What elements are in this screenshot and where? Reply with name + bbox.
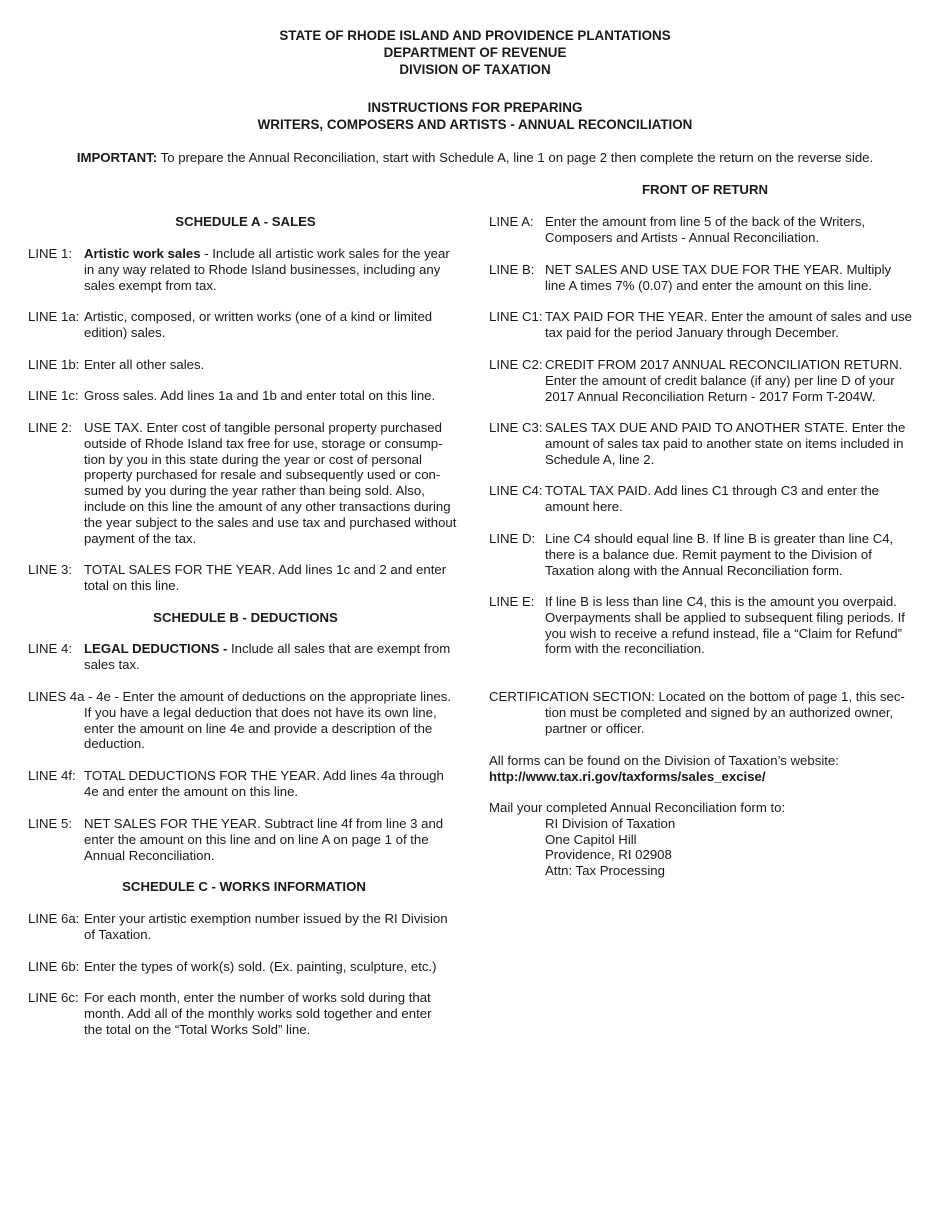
text-line: NET SALES FOR THE YEAR. Subtract line 4f from line 3 and	[84, 816, 444, 831]
text-line: For each month, enter the number of works sold during that	[84, 990, 431, 1005]
text-line: Schedule A, line 2.	[545, 451, 655, 467]
line-4-bold: LEGAL DEDUCTIONS -	[84, 641, 228, 656]
text-line: there is a balance due. Remit payment to the Division of	[545, 546, 872, 562]
line-label: LINE C2:	[489, 357, 543, 372]
line-1-instruction	[28, 246, 450, 293]
text-line: in any way related to Rhode Island businesses, including any	[84, 261, 441, 277]
text-line: you wish to receive a refund instead, file a “Claim for Refund”	[545, 625, 902, 641]
text-line: TAX PAID FOR THE YEAR. Enter the amount of sales and use	[545, 309, 912, 324]
text-line: sales exempt from tax.	[84, 277, 217, 293]
text-line: NET SALES AND USE TAX DUE FOR THE YEAR. Multiply	[545, 262, 892, 277]
line-6c-instruction	[28, 990, 431, 1037]
line-c2-instruction	[489, 357, 902, 404]
agency-header	[0, 27, 950, 78]
title-line-1: INSTRUCTIONS FOR PREPARING	[367, 100, 583, 115]
line-label: LINE 1c:	[28, 388, 79, 403]
line-b-instruction	[489, 262, 891, 294]
text-line: Annual Reconciliation.	[84, 847, 215, 863]
text-line: tax paid for the period January through December.	[545, 324, 839, 340]
text-line: month. Add all of the monthly works sold together and enter	[84, 1005, 432, 1021]
website-text: All forms can be found on the Division of Taxation’s website:	[489, 753, 839, 768]
line-1-bold: Artistic work sales	[84, 246, 201, 261]
line-label: LINE C1:	[489, 309, 543, 324]
text-line: Line C4 should equal line B. If line B is greater than line C4,	[545, 531, 894, 546]
front-of-return-title: FRONT OF RETURN	[641, 182, 768, 197]
text-line: SALES TAX DUE AND PAID TO ANOTHER STATE. Enter the	[545, 420, 906, 435]
line-label: LINE 6b:	[28, 959, 80, 974]
text-line: If line B is less than line C4, this is the amount you overpaid.	[545, 594, 897, 609]
text-line: of Taxation.	[84, 926, 152, 942]
text-line: CERTIFICATION SECTION: Located on the bottom of page 1, this sec-	[489, 689, 905, 704]
line-label: LINE E:	[489, 594, 535, 609]
agency-line-2: DEPARTMENT OF REVENUE	[383, 45, 567, 60]
text-line: tion by you in this state during the year or cost of personal	[84, 451, 422, 467]
line-e-instruction	[489, 594, 905, 657]
line-c4-instruction	[489, 483, 879, 515]
schedule-c-title: SCHEDULE C - WORKS INFORMATION	[122, 879, 366, 894]
important-text: To prepare the Annual Reconciliation, start with Schedule A, line 1 on page 2 then complete the return on the reverse side.	[157, 150, 874, 165]
document-title	[0, 99, 950, 133]
line-label: LINE 4f:	[28, 768, 76, 783]
address-line: One Capitol Hill	[545, 831, 637, 847]
text-line: tion must be completed and signed by an authorized owner,	[545, 704, 894, 720]
text-line: LINES 4a - 4e - Enter the amount of deductions on the appropriate lines.	[28, 689, 451, 704]
line-label: LINE 1:	[28, 246, 72, 261]
text-line: Enter the types of work(s) sold. (Ex. painting, sculpture, etc.)	[84, 959, 437, 974]
line-d-instruction	[489, 531, 893, 578]
line-3-instruction	[28, 562, 446, 594]
line-label: LINE 2:	[28, 420, 72, 435]
important-label: IMPORTANT:	[76, 150, 158, 165]
line-4-instruction	[28, 641, 450, 673]
text-line: include on this line the amount of any other transactions during	[84, 498, 451, 514]
text-line: edition) sales.	[84, 324, 166, 340]
line-label: LINE 5:	[28, 816, 72, 831]
line-c3-instruction	[489, 420, 905, 467]
text-line: TOTAL DEDUCTIONS FOR THE YEAR. Add lines 4a through	[84, 768, 444, 783]
mail-text: Mail your completed Annual Reconciliation form to:	[489, 800, 786, 815]
address-line: RI Division of Taxation	[545, 815, 676, 831]
text-line: Enter the amount of credit balance (if any) per line D of your	[545, 372, 895, 388]
important-note	[0, 150, 950, 166]
mailing-info	[489, 800, 785, 879]
line-label: LINE D:	[489, 531, 536, 546]
line-1-text: - Include all artistic work sales for the year	[200, 246, 450, 261]
schedule-b-title: SCHEDULE B - DEDUCTIONS	[153, 610, 338, 625]
agency-line-3: DIVISION OF TAXATION	[399, 62, 551, 77]
agency-line-1: STATE OF RHODE ISLAND AND PROVIDENCE PLANTATIONS	[279, 28, 671, 43]
text-line: Gross sales. Add lines 1a and 1b and enter total on this line.	[84, 388, 436, 403]
text-line: If you have a legal deduction that does not have its own line,	[84, 704, 437, 720]
line-c1-instruction	[489, 309, 912, 341]
website-link[interactable]: http://www.tax.ri.gov/taxforms/sales_excise/	[489, 768, 766, 784]
text-line: property purchased for resale and subsequently used or con-	[84, 467, 441, 483]
certification-section	[489, 689, 905, 736]
text-line: Overpayments shall be applied to subsequent filing periods. If	[545, 609, 905, 625]
text-line: the total on the “Total Works Sold” line.	[84, 1021, 311, 1037]
line-label: LINE 6a:	[28, 911, 80, 926]
text-line: 4e and enter the amount on this line.	[84, 783, 299, 799]
address-line: Attn: Tax Processing	[545, 863, 665, 879]
line-label: LINE C3:	[489, 420, 543, 435]
text-line: Enter the amount from line 5 of the back of the Writers,	[545, 214, 866, 229]
line-6b-instruction	[28, 959, 437, 975]
text-line: CREDIT FROM 2017 ANNUAL RECONCILIATION RETURN.	[545, 357, 903, 372]
line-1b-instruction	[28, 357, 204, 373]
text-line: TOTAL TAX PAID. Add lines C1 through C3 and enter the	[545, 483, 880, 498]
text-line: Enter all other sales.	[84, 357, 205, 372]
text-line: deduction.	[84, 736, 145, 752]
text-line: payment of the tax.	[84, 530, 197, 546]
lines-4a-4e-instruction	[28, 689, 451, 752]
line-label: LINE C4:	[489, 483, 543, 498]
text-line: amount here.	[545, 498, 623, 514]
text-line: USE TAX. Enter cost of tangible personal property purchased	[84, 420, 442, 435]
title-line-2: WRITERS, COMPOSERS AND ARTISTS - ANNUAL RECONCILIATION	[257, 117, 693, 132]
line-4-text: Include all sales that are exempt from	[227, 641, 451, 656]
line-label: LINE 1b:	[28, 357, 80, 372]
text-line: Taxation along with the Annual Reconciliation form.	[545, 562, 843, 578]
line-label: LINE 1a:	[28, 309, 80, 324]
text-line: enter the amount on line 4e and provide a description of the	[84, 720, 433, 736]
text-line: TOTAL SALES FOR THE YEAR. Add lines 1c and 2 and enter	[84, 562, 447, 577]
line-label: LINE B:	[489, 262, 535, 277]
text-line: outside of Rhode Island tax free for use, storage or consump-	[84, 435, 443, 451]
line-label: LINE 3:	[28, 562, 72, 577]
text-line: the year subject to the sales and use tax and purchased without	[84, 514, 457, 530]
line-a-instruction	[489, 214, 865, 246]
address-line: Providence, RI 02908	[545, 847, 672, 863]
text-line: sales tax.	[84, 656, 140, 672]
line-label: LINE A:	[489, 214, 534, 229]
text-line: amount of sales tax paid to another state on items included in	[545, 435, 904, 451]
text-line: 2017 Annual Reconciliation Return - 2017 Form T-204W.	[545, 388, 876, 404]
text-line: sumed by you during the year rather than being sold. Also,	[84, 483, 425, 499]
text-line: Artistic, composed, or written works (one of a kind or limited	[84, 309, 433, 324]
line-1c-instruction	[28, 388, 435, 404]
line-label: LINE 6c:	[28, 990, 79, 1005]
line-2-instruction	[28, 420, 456, 546]
line-6a-instruction	[28, 911, 448, 943]
line-5-instruction	[28, 816, 443, 863]
line-1a-instruction	[28, 309, 432, 341]
text-line: form with the reconciliation.	[545, 641, 705, 657]
text-line: enter the amount on this line and on line A on page 1 of the	[84, 831, 429, 847]
line-label: LINE 4:	[28, 641, 72, 656]
text-line: line A times 7% (0.07) and enter the amount on this line.	[545, 277, 872, 293]
text-line: Enter your artistic exemption number issued by the RI Division	[84, 911, 448, 926]
website-info	[489, 753, 839, 785]
text-line: total on this line.	[84, 577, 180, 593]
line-4f-instruction	[28, 768, 444, 800]
text-line: Composers and Artists - Annual Reconciliation.	[545, 229, 820, 245]
schedule-a-title: SCHEDULE A - SALES	[175, 214, 316, 229]
text-line: partner or officer.	[545, 720, 645, 736]
